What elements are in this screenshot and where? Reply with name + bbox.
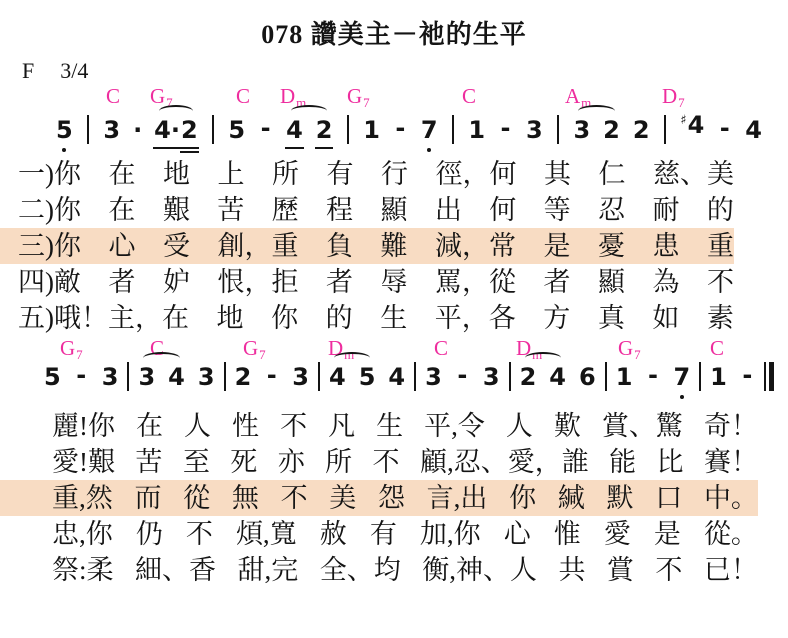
note: 3: [103, 116, 121, 144]
note: 5: [358, 363, 376, 391]
lyric-token: 生: [380, 303, 408, 333]
lyric-row: [0, 516, 758, 552]
lyric-token: 不: [655, 555, 683, 585]
note-group: [710, 362, 755, 392]
note-group: [633, 115, 650, 145]
chord-root: D: [516, 336, 532, 360]
lyric-token: 顯: [598, 267, 625, 297]
note: 4·: [154, 116, 180, 144]
measure: [680, 110, 762, 145]
lyric-row: [0, 156, 734, 192]
note: 5: [228, 116, 246, 144]
measure: [710, 362, 755, 392]
note: 4: [286, 116, 303, 144]
lyric-token: 重: [707, 231, 734, 261]
bar-line: [557, 115, 559, 144]
lyric-token: 而: [134, 483, 162, 513]
chord-subscript: m: [296, 95, 307, 110]
chord-root: C: [106, 84, 121, 108]
note: ♯4: [680, 111, 705, 139]
note-group: [363, 115, 437, 145]
slur-group: [138, 362, 184, 392]
lyric-token: 歷: [271, 195, 299, 225]
lyric-token: 比: [656, 447, 684, 477]
slur-group: [573, 115, 619, 145]
note: 2: [632, 116, 650, 144]
measure: [468, 115, 542, 145]
measure: [329, 362, 405, 392]
note-group: [616, 362, 690, 392]
lyric-token: 創，重: [217, 231, 299, 261]
lyric-token: 緘: [557, 483, 585, 513]
lyric-token: 忠,你: [52, 519, 113, 549]
measure: [425, 362, 499, 392]
lyric-token: 真: [597, 303, 625, 333]
chord-subscript: 7: [678, 95, 685, 110]
lyric-token: 不: [185, 519, 213, 549]
chord-root: C: [710, 336, 725, 360]
lyric-row: [0, 444, 758, 480]
slur-group: [520, 362, 566, 392]
note: 3: [482, 363, 500, 391]
lyric-token: 上: [217, 159, 245, 189]
note: 3: [197, 363, 215, 391]
lyric-token: 默: [606, 483, 634, 513]
lyric-row: [0, 408, 758, 444]
lyric-token: 歎: [553, 411, 581, 441]
chord-root: G: [618, 336, 634, 360]
score-line-2: [0, 336, 788, 408]
bar-line: [212, 115, 214, 144]
bar-line: [224, 362, 226, 391]
lyric-token: 在: [108, 159, 136, 189]
chord-root: G: [60, 336, 76, 360]
lyric-token: 愛: [603, 519, 631, 549]
note-group: [228, 115, 273, 145]
chord-symbol: [347, 84, 369, 109]
lyric-token: 死: [230, 447, 258, 477]
chord-symbol: [462, 84, 476, 109]
lyric-token: 方: [543, 303, 571, 333]
lyric-token: 妒: [163, 267, 190, 297]
chord-subscript: 7: [363, 95, 370, 110]
lyric-token: 煩,寬: [235, 519, 297, 549]
chord-root: D: [328, 336, 344, 360]
notation-row: [0, 110, 788, 145]
note: -: [647, 361, 658, 389]
note: 3: [526, 116, 543, 144]
lyrics-block-2: [0, 408, 788, 588]
chord-symbol: [243, 336, 265, 361]
chord-root: G: [347, 84, 363, 108]
bar-line: [605, 362, 607, 391]
bar-line: [347, 115, 349, 144]
chord-symbol: [434, 336, 448, 361]
lyric-row: [0, 264, 734, 300]
slur-group: [286, 115, 332, 145]
lyric-row: [0, 192, 734, 228]
lyric-row-highlighted: [0, 480, 758, 516]
notation-row: [0, 362, 788, 392]
lyric-token: 有: [369, 519, 397, 549]
note-group: [425, 362, 499, 392]
lyric-token: 平,令: [424, 411, 485, 441]
note: 3: [425, 363, 442, 391]
chord-root: D: [662, 84, 678, 108]
lyric-token: 其: [544, 159, 571, 189]
lyric-token: 三)你: [18, 231, 81, 261]
measure: [235, 362, 309, 392]
note: -: [500, 114, 511, 142]
lyric-token: 是: [653, 519, 681, 549]
lyric-row: [0, 552, 758, 588]
note: -: [76, 361, 87, 389]
lyric-token: 加,你: [419, 519, 481, 549]
chord-root: C: [434, 336, 449, 360]
note-group: [468, 115, 542, 145]
lyric-token: 苦: [135, 447, 163, 477]
lyric-token: 亦: [277, 447, 305, 477]
lyric-token: 仁: [598, 159, 626, 189]
chord-root: D: [280, 84, 296, 108]
lyric-token: 地: [216, 303, 244, 333]
lyric-token: 無: [231, 483, 259, 513]
note: 4: [329, 363, 346, 391]
note: 4: [549, 363, 566, 391]
lyric-token: 不: [707, 267, 734, 297]
lyric-token: 共: [558, 555, 586, 585]
lyric-token: 細、香: [135, 555, 216, 585]
note-group: [198, 362, 215, 392]
note: 4: [745, 116, 762, 144]
note: 1: [710, 363, 727, 391]
note: 5: [44, 363, 61, 391]
note: 2: [234, 363, 252, 391]
measure: [103, 115, 197, 145]
lyric-token: 一)你: [18, 159, 81, 189]
lyric-token: 言,出: [426, 483, 488, 513]
lyric-token: 苦: [217, 195, 245, 225]
lyric-token: 凡: [328, 411, 356, 441]
note: -: [260, 114, 271, 142]
lyric-token: 所: [272, 159, 299, 189]
lyric-token: 賞: [606, 555, 634, 585]
note-group: [56, 115, 73, 145]
note: 7: [420, 116, 438, 144]
lyric-token: 出: [434, 195, 462, 225]
note: 3: [101, 363, 119, 391]
note: -: [266, 361, 277, 389]
lyric-token: 耐: [652, 195, 680, 225]
chord-root: A: [565, 84, 581, 108]
lyric-token: 人: [184, 411, 212, 441]
lyric-token: 素: [706, 303, 734, 333]
lyric-token: 至: [182, 447, 210, 477]
lyric-token: 中。: [703, 483, 758, 513]
lyric-token: 怨: [377, 483, 405, 513]
lyric-token: 所: [325, 447, 353, 477]
measure: [56, 115, 73, 145]
lyric-token: 愛!艱: [52, 447, 115, 477]
note: 1: [363, 116, 380, 144]
lyric-token: 不: [372, 447, 400, 477]
lyric-token: 是: [543, 231, 571, 261]
lyric-token: 減，常: [435, 231, 516, 261]
bar-line: [87, 115, 89, 144]
chord-root: G: [150, 84, 166, 108]
lyric-token: 惟: [553, 519, 581, 549]
lyric-token: 顯: [380, 195, 408, 225]
note: 4: [388, 363, 406, 391]
note-group: [235, 362, 309, 392]
lyric-token: 在: [108, 195, 136, 225]
final-bar-line: [764, 362, 774, 391]
bar-line: [509, 362, 511, 391]
lyric-token: 四)敵: [18, 267, 81, 297]
chord-symbol: [236, 84, 250, 109]
lyric-token: 賞、驚: [601, 411, 683, 441]
lyric-token: 奇！: [703, 411, 758, 441]
bar-line: [452, 115, 454, 144]
lyric-token: 不: [280, 483, 308, 513]
bar-line: [414, 362, 416, 391]
lyric-token: 能: [609, 447, 637, 477]
chord-symbol: [710, 336, 724, 361]
lyric-token: 者: [326, 267, 353, 297]
lyric-token: 者: [543, 267, 571, 297]
note: 2: [519, 363, 537, 391]
measure: [616, 362, 690, 392]
page-title: 078 讚美主－祂的生平: [261, 20, 527, 49]
lyric-token: 性: [232, 411, 260, 441]
measure: [138, 362, 214, 392]
note-group: [680, 110, 762, 145]
note: 3: [292, 363, 309, 391]
measure: [44, 362, 118, 392]
lyric-token: 慈、美: [653, 159, 734, 189]
note: 3: [138, 363, 156, 391]
lyric-token: 患: [652, 231, 680, 261]
lyric-token: 心: [108, 231, 136, 261]
lyric-token: 有: [326, 159, 354, 189]
lyric-token: 人: [505, 411, 533, 441]
note: ·: [133, 116, 143, 144]
lyric-token: 在: [136, 411, 164, 441]
lyric-token: 等: [543, 195, 571, 225]
note-group: [103, 115, 141, 145]
chord-symbol: [618, 336, 640, 361]
chord-symbol: [662, 84, 684, 109]
slur-group: [329, 362, 375, 392]
lyric-token: 地: [163, 159, 190, 189]
note-group: [44, 362, 118, 392]
lyrics-block-1: [0, 156, 788, 336]
lyric-token: 五)哦！主，在: [18, 303, 189, 333]
chord-root: C: [462, 84, 477, 108]
score-line-1: [0, 84, 788, 156]
chord-row: [0, 84, 788, 110]
slur-group: [154, 115, 198, 145]
note: 6: [579, 363, 596, 391]
bar-line: [318, 362, 320, 391]
bar-line: [664, 115, 666, 144]
lyric-token: 重,然: [52, 483, 113, 513]
lyric-token: 甜,完: [237, 555, 299, 585]
chord-subscript: 7: [76, 347, 83, 362]
note: -: [395, 114, 406, 142]
key-signature: [0, 50, 788, 84]
lyric-token: 何: [489, 195, 517, 225]
lyric-token: 負: [326, 231, 353, 261]
measure: [573, 115, 649, 145]
note: 5: [56, 116, 73, 144]
lyric-token: 為: [652, 267, 680, 297]
lyric-row: [0, 300, 734, 336]
lyric-token: 的: [706, 195, 734, 225]
lyric-token: 不: [280, 411, 308, 441]
lyric-token: 祭:柔: [52, 555, 114, 585]
note: 2: [180, 116, 198, 144]
lyric-token: 已！: [703, 555, 758, 585]
note: -: [719, 114, 730, 142]
lyric-token: 從。: [703, 519, 758, 549]
lyric-token: 徑，何: [435, 159, 517, 189]
chord-subscript: m: [532, 347, 543, 362]
note-group: [579, 362, 596, 392]
note: -: [457, 361, 468, 389]
note-group: [388, 362, 405, 392]
chord-root: C: [236, 84, 251, 108]
measure: [363, 115, 437, 145]
chord-subscript: 7: [166, 95, 173, 110]
lyric-token: 你: [271, 303, 299, 333]
lyric-token: 顧,忍、愛，誰: [419, 447, 589, 477]
chord-subscript: m: [344, 347, 355, 362]
lyric-token: 難: [380, 231, 408, 261]
note: 1: [468, 116, 486, 144]
note: 2: [603, 116, 620, 144]
note: 4: [168, 363, 185, 391]
lyric-token: 平，各: [434, 303, 516, 333]
chord-subscript: 7: [634, 347, 641, 362]
bar-line: [127, 362, 129, 391]
lyric-token: 衡,神、人: [422, 555, 537, 585]
note: 2: [315, 116, 333, 144]
lyric-token: 麗!你: [52, 411, 115, 441]
lyric-token: 的: [325, 303, 353, 333]
lyric-token: 從: [183, 483, 211, 513]
lyric-token: 行: [381, 159, 408, 189]
lyric-token: 你: [509, 483, 537, 513]
lyric-token: 全、均: [319, 555, 401, 585]
lyric-token: 如: [652, 303, 680, 333]
lyric-token: 者: [108, 267, 136, 297]
time-signature: 3/4: [60, 58, 89, 83]
measure: [228, 115, 332, 145]
chord-root: G: [243, 336, 259, 360]
chord-subscript: 7: [259, 347, 266, 362]
lyric-token: 辱: [380, 267, 408, 297]
lyric-token: 生: [376, 411, 404, 441]
note: 3: [573, 116, 591, 144]
lyric-token: 賽！: [703, 447, 758, 477]
lyric-token: 仍: [135, 519, 163, 549]
chord-symbol: [60, 336, 82, 361]
lyric-token: 受: [163, 231, 190, 261]
lyric-token: 憂: [598, 231, 625, 261]
lyric-row-highlighted: [0, 228, 734, 264]
lyric-token: 心: [503, 519, 531, 549]
lyric-token: 二)你: [18, 195, 81, 225]
lyric-token: 美: [329, 483, 357, 513]
sharp-icon: ♯: [680, 113, 687, 128]
lyric-token: 程: [326, 195, 354, 225]
chord-subscript: m: [581, 95, 592, 110]
lyric-token: 艱: [162, 195, 190, 225]
chord-symbol: [106, 84, 120, 109]
key-letter: F: [22, 58, 35, 83]
lyric-token: 忍: [598, 195, 626, 225]
chord-root: C: [150, 336, 165, 360]
chord-row: [0, 336, 788, 362]
note: 7: [673, 363, 691, 391]
lyric-token: 赦: [319, 519, 347, 549]
note: -: [742, 361, 753, 389]
lyric-token: 罵，從: [435, 267, 516, 297]
note: 1: [615, 363, 633, 391]
lyric-token: 恨，拒: [217, 267, 299, 297]
measure: [520, 362, 596, 392]
bar-line: [699, 362, 701, 391]
lyric-token: 口: [655, 483, 683, 513]
